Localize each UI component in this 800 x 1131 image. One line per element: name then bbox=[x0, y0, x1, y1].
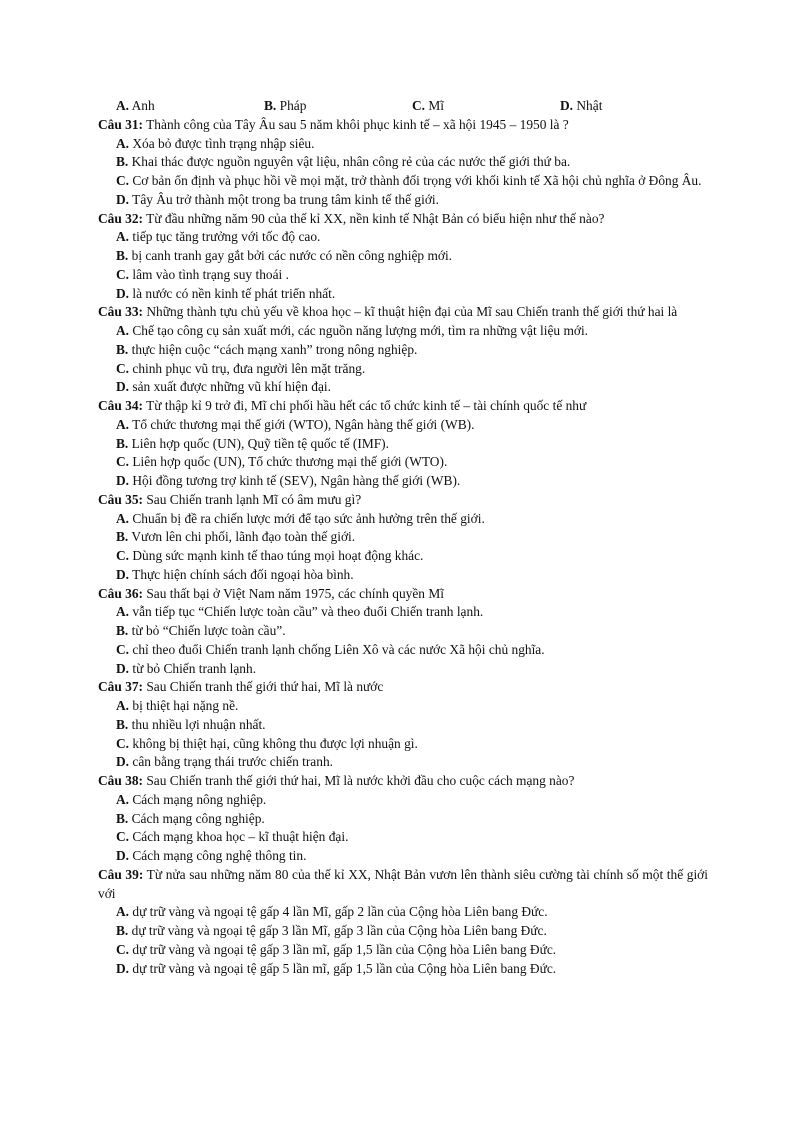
question-text: Sau Chiến tranh thế giới thứ hai, Mĩ là nước bbox=[143, 679, 384, 695]
option-letter: D. bbox=[116, 191, 130, 207]
option-text: cân bằng trạng thái trước chiến tranh. bbox=[129, 754, 333, 770]
question-block bbox=[98, 397, 708, 491]
answer-option bbox=[98, 922, 708, 941]
option-text: Cách mạng khoa học – kĩ thuật hiện đại. bbox=[129, 829, 349, 845]
question-block bbox=[98, 585, 708, 679]
option-text: Cách mạng công nghiệp. bbox=[128, 810, 265, 826]
question-block bbox=[98, 303, 708, 397]
option-text: Tây Âu trở thành một trong ba trung tâm kinh tế thế giới. bbox=[129, 191, 439, 207]
option-letter: A. bbox=[116, 323, 130, 338]
answer-option bbox=[98, 360, 708, 379]
question-label: Câu 36: bbox=[98, 585, 144, 601]
option-letter: D. bbox=[116, 473, 130, 488]
option-c: C. Mĩ bbox=[412, 98, 445, 113]
answer-option bbox=[98, 191, 708, 210]
option-text: từ bỏ Chiến tranh lạnh. bbox=[129, 660, 257, 676]
answer-option bbox=[98, 472, 708, 491]
answer-option bbox=[98, 510, 708, 529]
answer-option bbox=[98, 172, 708, 191]
question-text: Từ đầu những năm 90 của thế kỉ XX, nền kinh tế Nhật Bản có biểu hiện như thế nào? bbox=[143, 210, 605, 226]
option-text: Dùng sức mạnh kinh tế thao túng mọi hoạt động khác. bbox=[129, 548, 424, 563]
option-letter: D. bbox=[116, 848, 130, 863]
option-text: Cơ bản ổn định và phục hồi về mọi mặt, trở thành đối trọng với khối kinh tế Xã hội chủ nghĩa ở Đông Âu. bbox=[129, 173, 702, 188]
option-text: vẫn tiếp tục “Chiến lược toàn cầu” và theo đuổi Chiến tranh lạnh. bbox=[129, 604, 484, 620]
option-text: chinh phục vũ trụ, đưa người lên mặt trăng. bbox=[129, 360, 366, 376]
option-letter: C. bbox=[116, 548, 130, 563]
option-text: dự trữ vàng và ngoại tệ gấp 3 lần Mĩ, gấp 3 lần của Cộng hòa Liên bang Đức. bbox=[128, 923, 547, 938]
answer-option bbox=[98, 266, 708, 285]
option-text: dự trữ vàng và ngoại tệ gấp 3 lần mĩ, gấp 1,5 lần của Cộng hòa Liên bang Đức. bbox=[129, 941, 557, 957]
question-block bbox=[98, 772, 708, 866]
answer-option bbox=[98, 603, 708, 622]
option-letter: C. bbox=[116, 266, 130, 282]
answer-option bbox=[98, 341, 708, 360]
answer-option bbox=[98, 528, 708, 547]
option-b: B. Pháp bbox=[264, 98, 307, 113]
option-text: Khai thác được nguồn nguyên vật liệu, nhân công rẻ của các nước thế giới thứ ba. bbox=[128, 154, 571, 170]
option-letter: D. bbox=[116, 566, 130, 582]
option-letter: B. bbox=[116, 716, 129, 732]
option-letter: C. bbox=[116, 173, 130, 188]
answer-option bbox=[98, 547, 708, 566]
question-stem bbox=[98, 772, 708, 791]
option-text: Liên hợp quốc (UN), Quỹ tiền tệ quốc tế (IMF). bbox=[128, 435, 389, 451]
answer-option bbox=[98, 435, 708, 454]
option-letter: D. bbox=[116, 754, 130, 770]
option-text: Thực hiện chính sách đối ngoại hòa bình. bbox=[129, 566, 354, 582]
question-block bbox=[98, 491, 708, 585]
document-page bbox=[98, 97, 708, 978]
question-label: Câu 37: bbox=[98, 679, 144, 695]
option-letter: A. bbox=[116, 510, 130, 526]
answer-option bbox=[98, 791, 708, 810]
option-text: Cách mạng nông nghiệp. bbox=[129, 791, 267, 807]
option-text: Cách mạng công nghệ thông tin. bbox=[129, 848, 307, 863]
question-label: Câu 38: bbox=[98, 773, 144, 788]
previous-question-options bbox=[98, 97, 708, 116]
answer-option bbox=[98, 753, 708, 772]
question-list bbox=[98, 116, 708, 979]
option-letter: D. bbox=[116, 285, 130, 301]
option-text: lâm vào tình trạng suy thoái . bbox=[129, 266, 289, 282]
question-block bbox=[98, 210, 708, 304]
question-stem bbox=[98, 491, 708, 510]
answer-option bbox=[98, 810, 708, 829]
option-text: Hội đồng tương trợ kinh tế (SEV), Ngân hàng thế giới (WB). bbox=[129, 473, 461, 488]
answer-option bbox=[98, 322, 708, 341]
question-stem bbox=[98, 303, 708, 322]
question-label: Câu 32: bbox=[98, 210, 144, 226]
option-letter: B. bbox=[116, 529, 129, 545]
option-letter: B. bbox=[116, 623, 129, 638]
answer-option bbox=[98, 153, 708, 172]
option-text: bị canh tranh gay gắt bởi các nước có nền công nghiệp mới. bbox=[128, 248, 453, 263]
question-block bbox=[98, 116, 708, 210]
option-letter: D. bbox=[116, 660, 130, 676]
option-text: dự trữ vàng và ngoại tệ gấp 4 lần Mĩ, gấp 2 lần của Cộng hòa Liên bang Đức. bbox=[129, 904, 548, 920]
option-text: không bị thiệt hại, cũng không thu được lợi nhuận gì. bbox=[129, 735, 418, 751]
option-text: tiếp tục tăng trưởng với tốc độ cao. bbox=[129, 229, 321, 245]
option-text: là nước có nền kinh tế phát triển nhất. bbox=[129, 285, 336, 301]
answer-option bbox=[98, 735, 708, 754]
option-d: D. Nhật bbox=[560, 98, 603, 113]
answer-option bbox=[98, 416, 708, 435]
option-letter: A. bbox=[116, 698, 130, 713]
option-text: Chế tạo công cụ sản xuất mới, các nguồn năng lượng mới, tìm ra những vật liệu mới. bbox=[129, 323, 589, 338]
option-letter: B. bbox=[116, 810, 129, 826]
option-letter: A. bbox=[116, 604, 130, 620]
question-stem bbox=[98, 678, 708, 697]
option-letter: C. bbox=[116, 454, 130, 470]
question-label: Câu 31: bbox=[98, 116, 144, 132]
question-text: Những thành tựu chủ yếu về khoa học – kĩ thuật hiện đại của Mĩ sau Chiến tranh thế giới thứ hai là bbox=[143, 304, 678, 320]
option-text: Vươn lên chi phối, lãnh đạo toàn thế giới. bbox=[128, 529, 356, 545]
question-stem bbox=[98, 585, 708, 604]
option-letter: A. bbox=[116, 904, 130, 920]
question-label: Câu 33: bbox=[98, 304, 144, 320]
question-label: Câu 34: bbox=[98, 398, 144, 413]
option-text: Xóa bỏ được tình trạng nhập siêu. bbox=[129, 135, 315, 151]
answer-option bbox=[98, 135, 708, 154]
option-letter: C. bbox=[116, 641, 130, 657]
option-letter: A. bbox=[116, 135, 130, 151]
answer-option bbox=[98, 903, 708, 922]
question-stem bbox=[98, 116, 708, 135]
option-text: Tổ chức thương mại thế giới (WTO), Ngân hàng thế giới (WB). bbox=[129, 416, 475, 432]
option-letter: C. bbox=[116, 735, 130, 751]
option-text: bị thiệt hại nặng nề. bbox=[129, 698, 239, 713]
option-text: thực hiện cuộc “cách mạng xanh” trong nông nghiệp. bbox=[128, 341, 418, 357]
question-block bbox=[98, 678, 708, 772]
option-letter: B. bbox=[116, 341, 129, 357]
answer-option bbox=[98, 622, 708, 641]
option-text: chỉ theo đuổi Chiến tranh lạnh chống Liên Xô và các nước Xã hội chủ nghĩa. bbox=[129, 641, 545, 657]
question-text: Sau Chiến tranh lạnh Mĩ có âm mưu gì? bbox=[143, 491, 362, 507]
answer-option bbox=[98, 697, 708, 716]
option-letter: B. bbox=[116, 248, 129, 263]
option-letter: B. bbox=[116, 923, 129, 938]
question-text: Từ nửa sau những năm 80 của thế kỉ XX, Nhật Bản vươn lên thành siêu cường tài chính số một thế giới với bbox=[98, 866, 708, 901]
question-label: Câu 39: bbox=[98, 866, 144, 882]
option-text: từ bỏ “Chiến lược toàn cầu”. bbox=[128, 623, 286, 638]
answer-option bbox=[98, 453, 708, 472]
option-text: dự trữ vàng và ngoại tệ gấp 5 lần mĩ, gấp 1,5 lần của Cộng hòa Liên bang Đức. bbox=[129, 960, 557, 976]
option-text: Liên hợp quốc (UN), Tổ chức thương mại thế giới (WTO). bbox=[129, 454, 448, 470]
option-letter: D. bbox=[116, 960, 130, 976]
question-text: Thành công của Tây Âu sau 5 năm khôi phục kinh tế – xã hội 1945 – 1950 là ? bbox=[143, 116, 569, 132]
option-a: A. Anh bbox=[116, 98, 155, 113]
answer-option bbox=[98, 378, 708, 397]
question-text: Sau thất bại ở Việt Nam năm 1975, các chính quyền Mĩ bbox=[143, 585, 444, 601]
question-text: Từ thập kỉ 9 trở đi, Mĩ chi phối hầu hết các tổ chức kinh tế – tài chính quốc tế như bbox=[143, 398, 587, 413]
option-letter: D. bbox=[116, 379, 130, 395]
option-letter: B. bbox=[116, 154, 129, 170]
question-stem bbox=[98, 866, 708, 904]
option-letter: C. bbox=[116, 360, 130, 376]
answer-option bbox=[98, 960, 708, 979]
answer-option bbox=[98, 716, 708, 735]
option-text: thu nhiều lợi nhuận nhất. bbox=[128, 716, 266, 732]
question-text: Sau Chiến tranh thế giới thứ hai, Mĩ là nước khởi đầu cho cuộc cách mạng nào? bbox=[143, 773, 575, 788]
option-letter: B. bbox=[116, 435, 129, 451]
question-stem bbox=[98, 210, 708, 229]
option-letter: C. bbox=[116, 829, 130, 845]
option-letter: A. bbox=[116, 791, 130, 807]
option-letter: A. bbox=[116, 416, 130, 432]
question-label: Câu 35: bbox=[98, 491, 144, 507]
answer-option bbox=[98, 660, 708, 679]
answer-option bbox=[98, 828, 708, 847]
answer-option bbox=[98, 847, 708, 866]
answer-option bbox=[98, 285, 708, 304]
answer-option bbox=[98, 941, 708, 960]
answer-option bbox=[98, 566, 708, 585]
option-letter: A. bbox=[116, 229, 130, 245]
option-letter: C. bbox=[116, 941, 130, 957]
answer-option bbox=[98, 641, 708, 660]
option-text: Chuẩn bị đề ra chiến lược mới để tạo sức ảnh hưởng trên thế giới. bbox=[129, 510, 485, 526]
option-text: sản xuất được những vũ khí hiện đại. bbox=[129, 379, 331, 395]
answer-option bbox=[98, 228, 708, 247]
question-block bbox=[98, 866, 708, 979]
answer-option bbox=[98, 247, 708, 266]
question-stem bbox=[98, 397, 708, 416]
